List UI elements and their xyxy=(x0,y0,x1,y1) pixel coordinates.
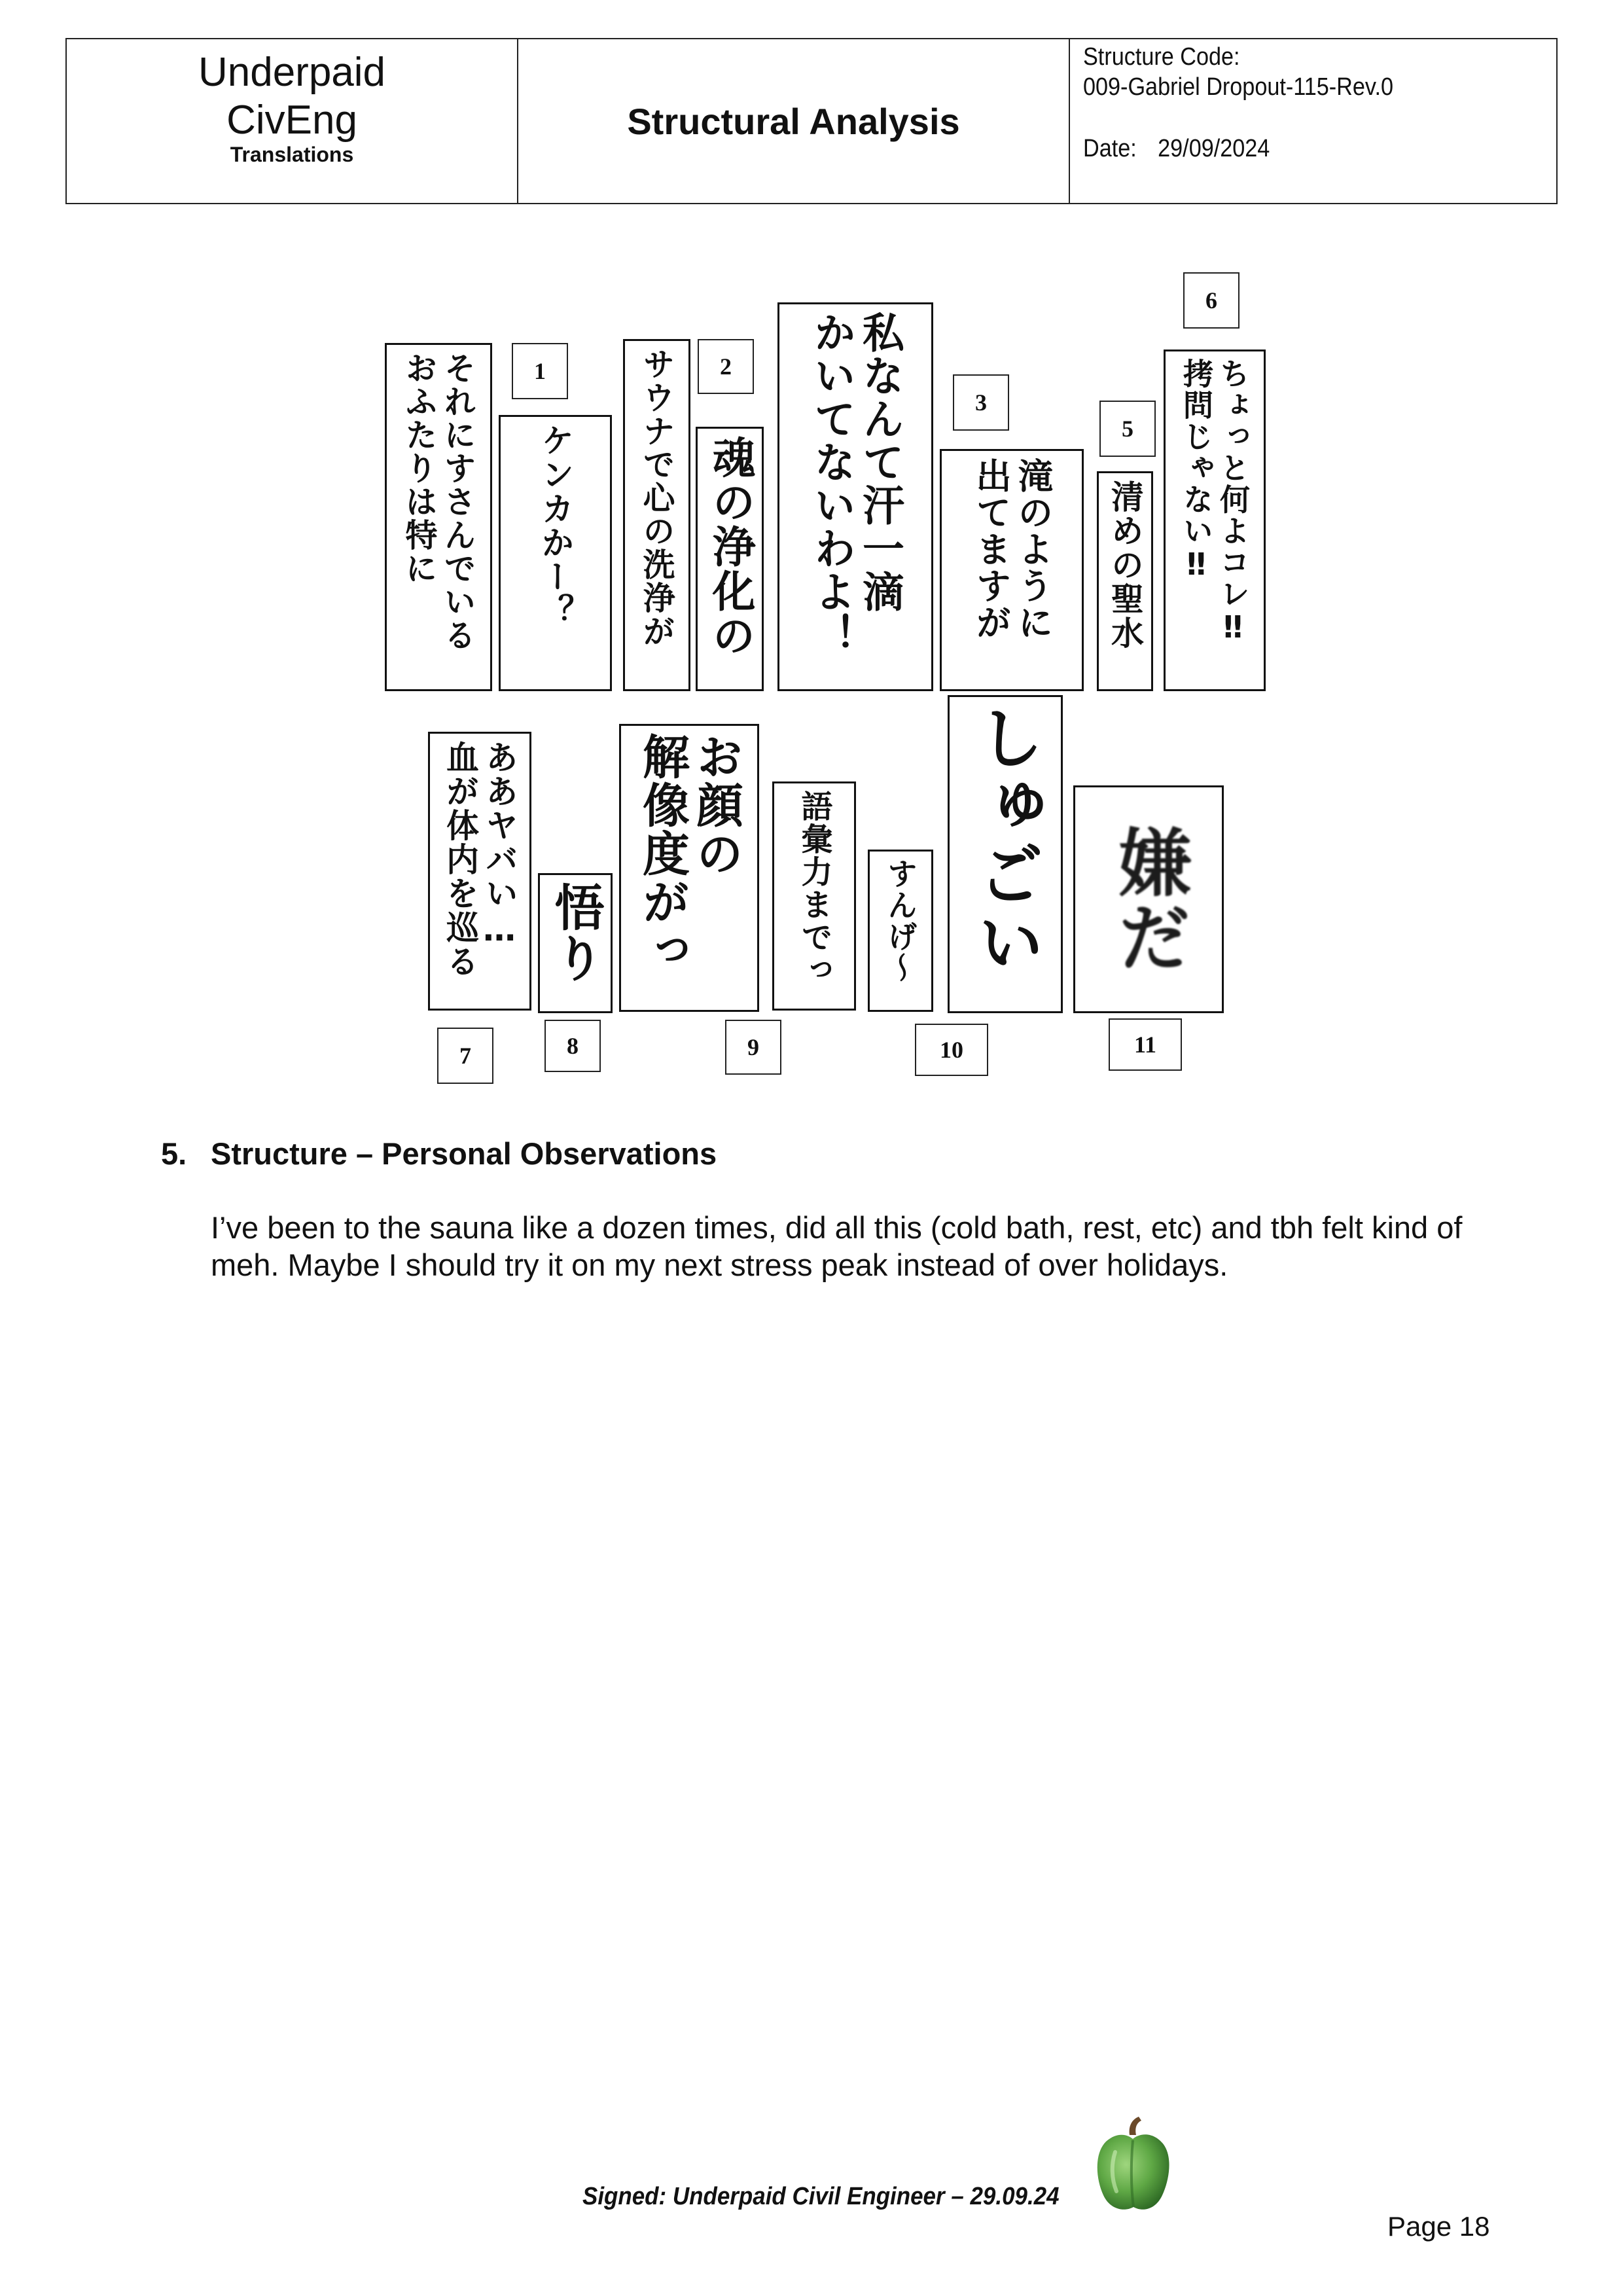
tag-10: 10 xyxy=(915,1024,988,1076)
panel-text-col: 清めの聖水 xyxy=(1106,480,1144,650)
panel-text-col: 魂の浄化の xyxy=(705,435,755,658)
structure-code-value: 009-Gabriel Dropout-115-Rev.0 xyxy=(1083,73,1393,101)
panel-text-col: ああヤバい… xyxy=(480,740,518,950)
signature-line: Signed: Underpaid Civil Engineer – 29.09.24 xyxy=(582,2183,1060,2210)
page-number: Page 18 xyxy=(1387,2211,1490,2242)
panel-text-col: かいてないわよ！ xyxy=(807,311,855,656)
sfx-panel-a xyxy=(385,343,492,691)
tag-3: 3 xyxy=(953,374,1009,431)
tag-2: 2 xyxy=(698,339,754,394)
tag-6: 6 xyxy=(1183,272,1240,329)
panel-text-col: すんげ〜 xyxy=(883,858,918,984)
panel-text-col: 語彙力までっ xyxy=(796,790,832,986)
panel-text-col: 私なんて汗一滴 xyxy=(855,311,904,613)
panel-text-col: しゅごい xyxy=(967,704,1044,976)
sfx-panel-11 xyxy=(1073,785,1224,1013)
sfx-panel-e xyxy=(868,850,933,1012)
tag-1: 1 xyxy=(512,343,568,399)
document-title: Structural Analysis xyxy=(627,100,960,142)
tag-9: 9 xyxy=(725,1020,781,1075)
sfx-panel-5 xyxy=(1097,471,1153,691)
date-label: Date: xyxy=(1083,135,1137,162)
section-title: Structure – Personal Observations xyxy=(211,1136,717,1171)
sfx-panel-6 xyxy=(1164,350,1266,691)
panel-text-col: ちょっと何よコレ‼ xyxy=(1215,358,1251,646)
sfx-panel-9 xyxy=(619,724,759,1012)
org-subtitle: Translations xyxy=(230,143,354,166)
panel-text-col: お顔の xyxy=(688,732,743,878)
panel-text-col: 解像度がっ xyxy=(635,732,690,975)
header-title-cell xyxy=(518,39,1070,203)
section-heading xyxy=(161,1136,717,1172)
header-organisation-cell xyxy=(67,39,518,203)
org-name-line1: Underpaid xyxy=(198,50,386,95)
header-meta-cell xyxy=(1070,39,1556,203)
panel-text-col: 滝のように xyxy=(1012,457,1054,641)
sfx-panel-7 xyxy=(428,732,531,1011)
sfx-panel-d xyxy=(772,781,856,1011)
panel-text-col: 嫌だ xyxy=(1106,825,1191,974)
sfx-panel-b xyxy=(623,339,690,691)
panel-text-col: サウナで心の洗浄が xyxy=(638,348,675,648)
panel-text-col: それにすさんでいる xyxy=(439,351,476,652)
sfx-panel-10 xyxy=(948,695,1063,1013)
sfx-panel-2 xyxy=(696,427,764,691)
section-body-text: I’ve been to the sauna like a dozen times, did all this (cold bath, rest, etc) and tbh felt kind of meh. Maybe I should try it on my next stress peak instead of over holidays. xyxy=(211,1210,1463,1282)
date-value: 29/09/2024 xyxy=(1158,135,1270,162)
sfx-panel-1 xyxy=(499,415,612,691)
tag-11: 11 xyxy=(1109,1018,1182,1071)
sfx-panel-3 xyxy=(940,449,1084,691)
tag-5: 5 xyxy=(1099,401,1156,457)
org-name-line2: CivEng xyxy=(226,98,357,143)
panel-text-col: 悟り xyxy=(546,882,605,984)
panel-text-col: 血が体内を巡る xyxy=(441,740,479,978)
tag-7: 7 xyxy=(437,1028,493,1084)
panel-text-col: 拷問じゃない‼ xyxy=(1179,358,1214,583)
tag-8: 8 xyxy=(544,1020,601,1072)
panel-text-col: おふたりは特に xyxy=(401,351,438,585)
panel-text-col: 出てますが xyxy=(971,457,1012,641)
sfx-panel-8 xyxy=(538,873,613,1013)
panel-text-col: ケンカかー？ xyxy=(536,423,575,628)
section-number: 5. xyxy=(161,1136,187,1171)
structure-code-label: Structure Code: xyxy=(1083,43,1240,71)
document-header xyxy=(65,38,1558,204)
date-row xyxy=(1083,134,1509,164)
bell-pepper-icon xyxy=(1092,2115,1174,2214)
sfx-panel-c xyxy=(777,302,933,691)
